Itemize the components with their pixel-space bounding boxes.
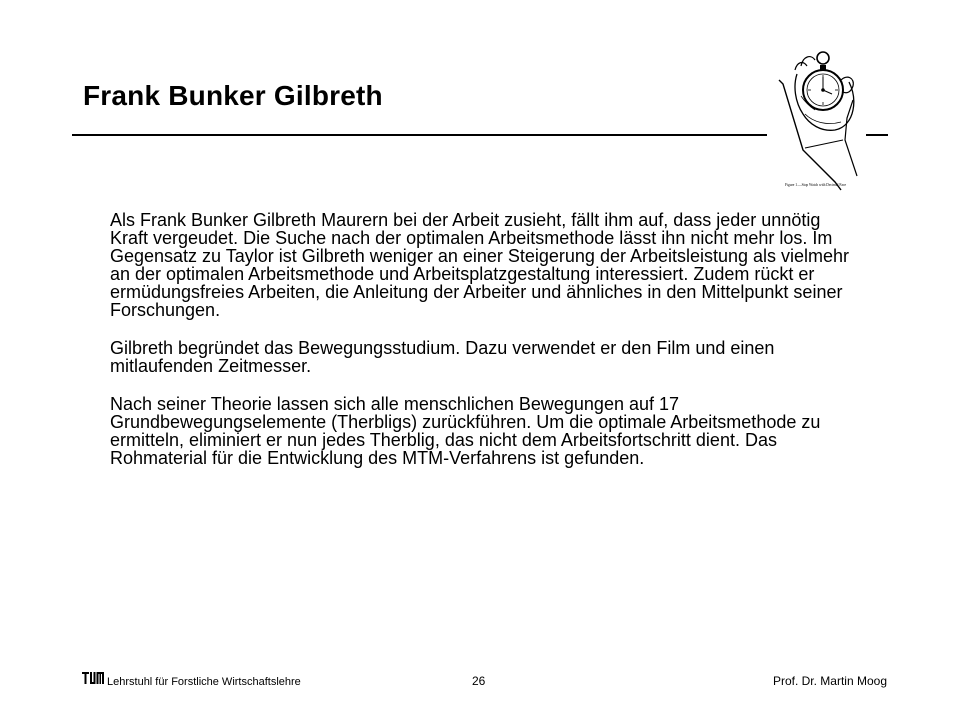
paragraph-2: Gilbreth begründet das Bewegungsstudium. Dazu verwendet er den Film und einen mitlaufenden Zeitmesser. <box>110 338 775 376</box>
page-number: 26 <box>472 674 486 688</box>
paragraph-1: Als Frank Bunker Gilbreth Maurern bei der Arbeit zusieht, fällt ihm auf, dass jeder unnötig Kraft vergeudet. Die Suche nach der optimalen Arbeitsmethode lässt ihn nicht mehr los. Im Gegensatz zu Taylor ist Gilbreth weniger an einer Steigerung der Arbeitsleistung als vielmehr an der optimalen Arbeitsmethode und Arbeitsplatzgestaltung interessiert. Zudem rückt er ermüdungsfreies Arbeiten, die Anleitung der Arbeiter und ähnliches in den Mittelpunkt seiner Forschungen. <box>110 210 850 320</box>
paragraph-3: Nach seiner Theorie lassen sich alle menschlichen Bewegungen auf 17 Grundbewegungselemente (Therbligs) zurückführen. Um die optimale Arbeitsmethode zu ermitteln, eliminiert er nun jedes Therblig, das nicht dem Arbeitsfortschritt dient. Das Rohmaterial für die Entwicklung des MTM-Verfahrens ist gefunden. <box>110 394 821 468</box>
footer-logo <box>82 671 104 689</box>
tum-logo-icon <box>82 672 104 684</box>
stopwatch-illustration <box>775 40 875 200</box>
slide-title: Frank Bunker Gilbreth <box>83 80 383 111</box>
body-text <box>110 211 850 487</box>
illustration-caption: Figure 1.—Stop Watch with Decimal Face <box>785 183 847 187</box>
hand-holding-stopwatch-icon <box>775 40 875 200</box>
title-rule-left <box>72 134 767 136</box>
footer-institution: Lehrstuhl für Forstliche Wirtschaftslehre <box>107 676 301 688</box>
footer-author: Prof. Dr. Martin Moog <box>772 674 887 688</box>
